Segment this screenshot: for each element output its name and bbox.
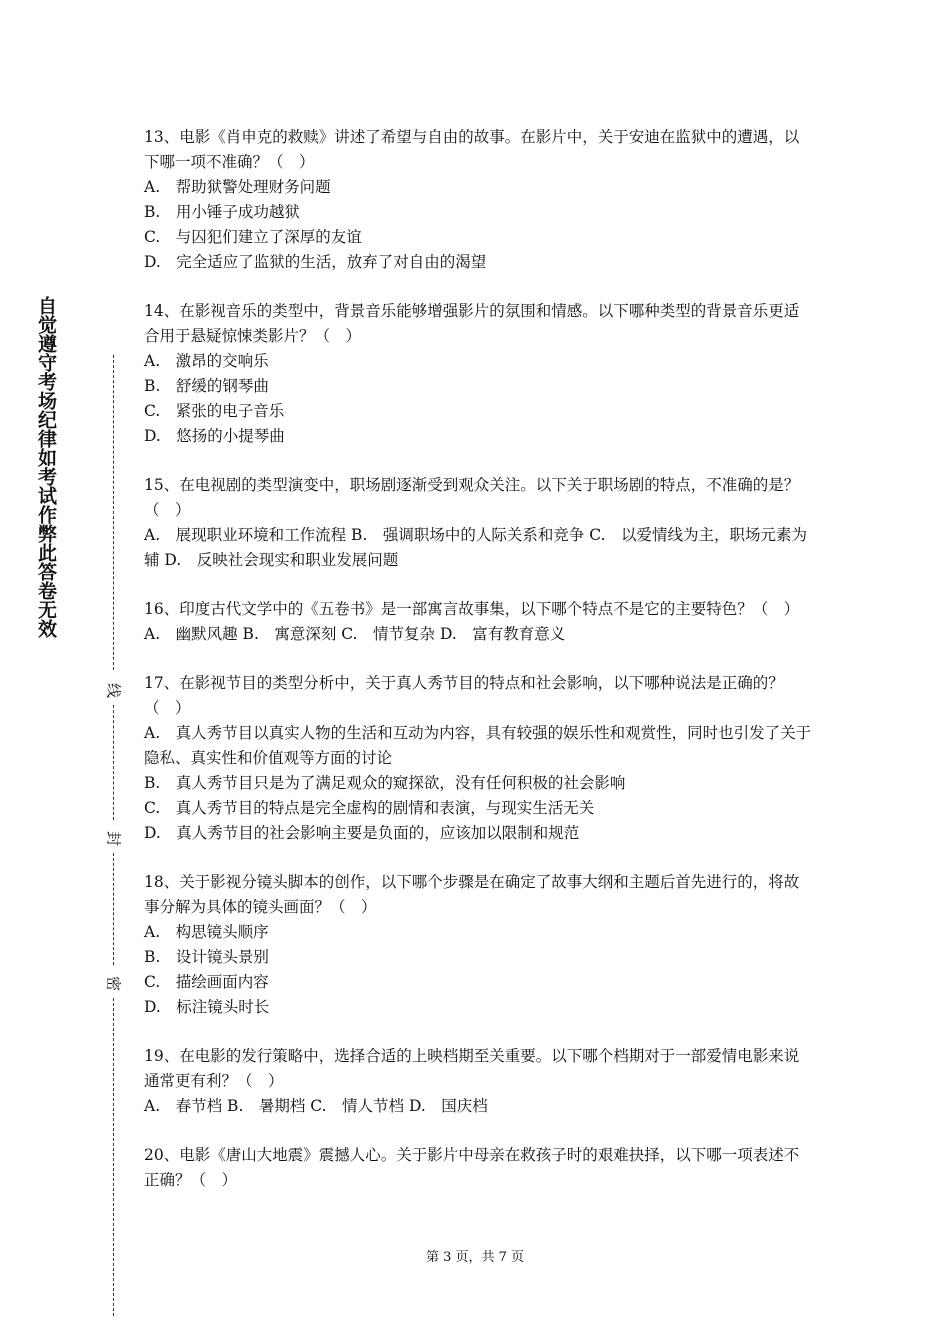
option-c: C. 真人秀节目的特点是完全虚构的剧情和表演，与现实生活无关 [144,799,595,817]
question-stem: 16、印度古代文学中的《五卷书》是一部寓言故事集，以下哪个特点不是它的主要特色？（ ） [144,600,800,618]
seal-line-segment [113,998,114,1316]
option-a: A. 构思镜头顺序 [144,923,269,941]
question-stem: 15、在电视剧的类型演变中，职场剧逐渐受到观众关注。以下关于职场剧的特点，不准确的是？（ ） [144,476,800,519]
seal-mark-xian: 线 [104,682,123,698]
question-16 [144,597,814,647]
option-b: B. 真人秀节目只是为了满足观众的窥探欲，没有任何积极的社会影响 [144,774,626,792]
option-d: D. 完全适应了监狱的生活，放弃了对自由的渴望 [144,253,487,271]
seal-line-segment [113,853,114,965]
questions-area [144,125,814,1217]
question-stem: 19、在电影的发行策略中，选择合适的上映档期至关重要。以下哪个档期对于一部爱情电影来说通常更有利？（ ） [144,1047,800,1090]
question-20 [144,1143,814,1193]
question-stem: 20、电影《唐山大地震》震撼人心。关于影片中母亲在救孩子时的艰难抉择，以下哪一项表述不正确？（ ） [144,1146,800,1189]
question-19 [144,1044,814,1119]
option-d: D. 标注镜头时长 [144,998,270,1016]
question-stem: 17、在影视节目的类型分析中，关于真人秀节目的特点和社会影响，以下哪种说法是正确的？（ ） [144,674,784,717]
seal-mark-feng: 封 [104,830,123,846]
question-stem: 13、电影《肖申克的救赎》讲述了希望与自由的故事。在影片中，关于安迪在监狱中的遭遇，以下哪一项不准确？（ ） [144,128,800,171]
question-14 [144,299,814,449]
option-d: D. 悠扬的小提琴曲 [144,427,285,445]
options-inline: A. 幽默风趣 B. 寓意深刻 C. 情节复杂 D. 富有教育意义 [144,625,566,643]
options-inline: A. 春节档 B. 暑期档 C. 情人节档 D. 国庆档 [144,1097,488,1115]
option-a: A. 帮助狱警处理财务问题 [144,178,331,196]
option-b: B. 设计镜头景别 [144,948,269,966]
question-13 [144,125,814,275]
option-a: A. 激昂的交响乐 [144,352,269,370]
exam-discipline-notice: 自觉遵守考场纪律如考试作弊此答卷无效 [35,296,57,638]
options-inline: A. 展现职业环境和工作流程 B. 强调职场中的人际关系和竞争 C. 以爱情线为主，职场元素为辅 D. 反映社会现实和职业发展问题 [144,526,808,569]
option-c: C. 紧张的电子音乐 [144,402,285,420]
question-stem: 18、关于影视分镜头脚本的创作，以下哪个步骤是在确定了故事大纲和主题后首先进行的，将故事分解为具体的镜头画面？（ ） [144,873,800,916]
question-15 [144,473,814,573]
option-b: B. 舒缓的钢琴曲 [144,377,269,395]
option-d: D. 真人秀节目的社会影响主要是负面的，应该加以限制和规范 [144,824,580,842]
question-17 [144,671,814,846]
page-number: 第 3 页，共 7 页 [425,1250,525,1265]
option-a: A. 真人秀节目以真实人物的生活和互动为内容，具有较强的娱乐性和观赏性，同时也引发了关于隐私、真实性和价值观等方面的讨论 [144,724,812,767]
option-c: C. 描绘画面内容 [144,973,269,991]
seal-line-segment [113,705,114,820]
seal-line-segment [113,355,114,670]
option-c: C. 与囚犯们建立了深厚的友谊 [144,228,362,246]
option-b: B. 用小锤子成功越狱 [144,203,300,221]
question-stem: 14、在影视音乐的类型中，背景音乐能够增强影片的氛围和情感。以下哪种类型的背景音乐更适合用于悬疑惊悚类影片？（ ） [144,302,800,345]
question-18 [144,870,814,1020]
seal-mark-mi: 密 [104,975,123,991]
